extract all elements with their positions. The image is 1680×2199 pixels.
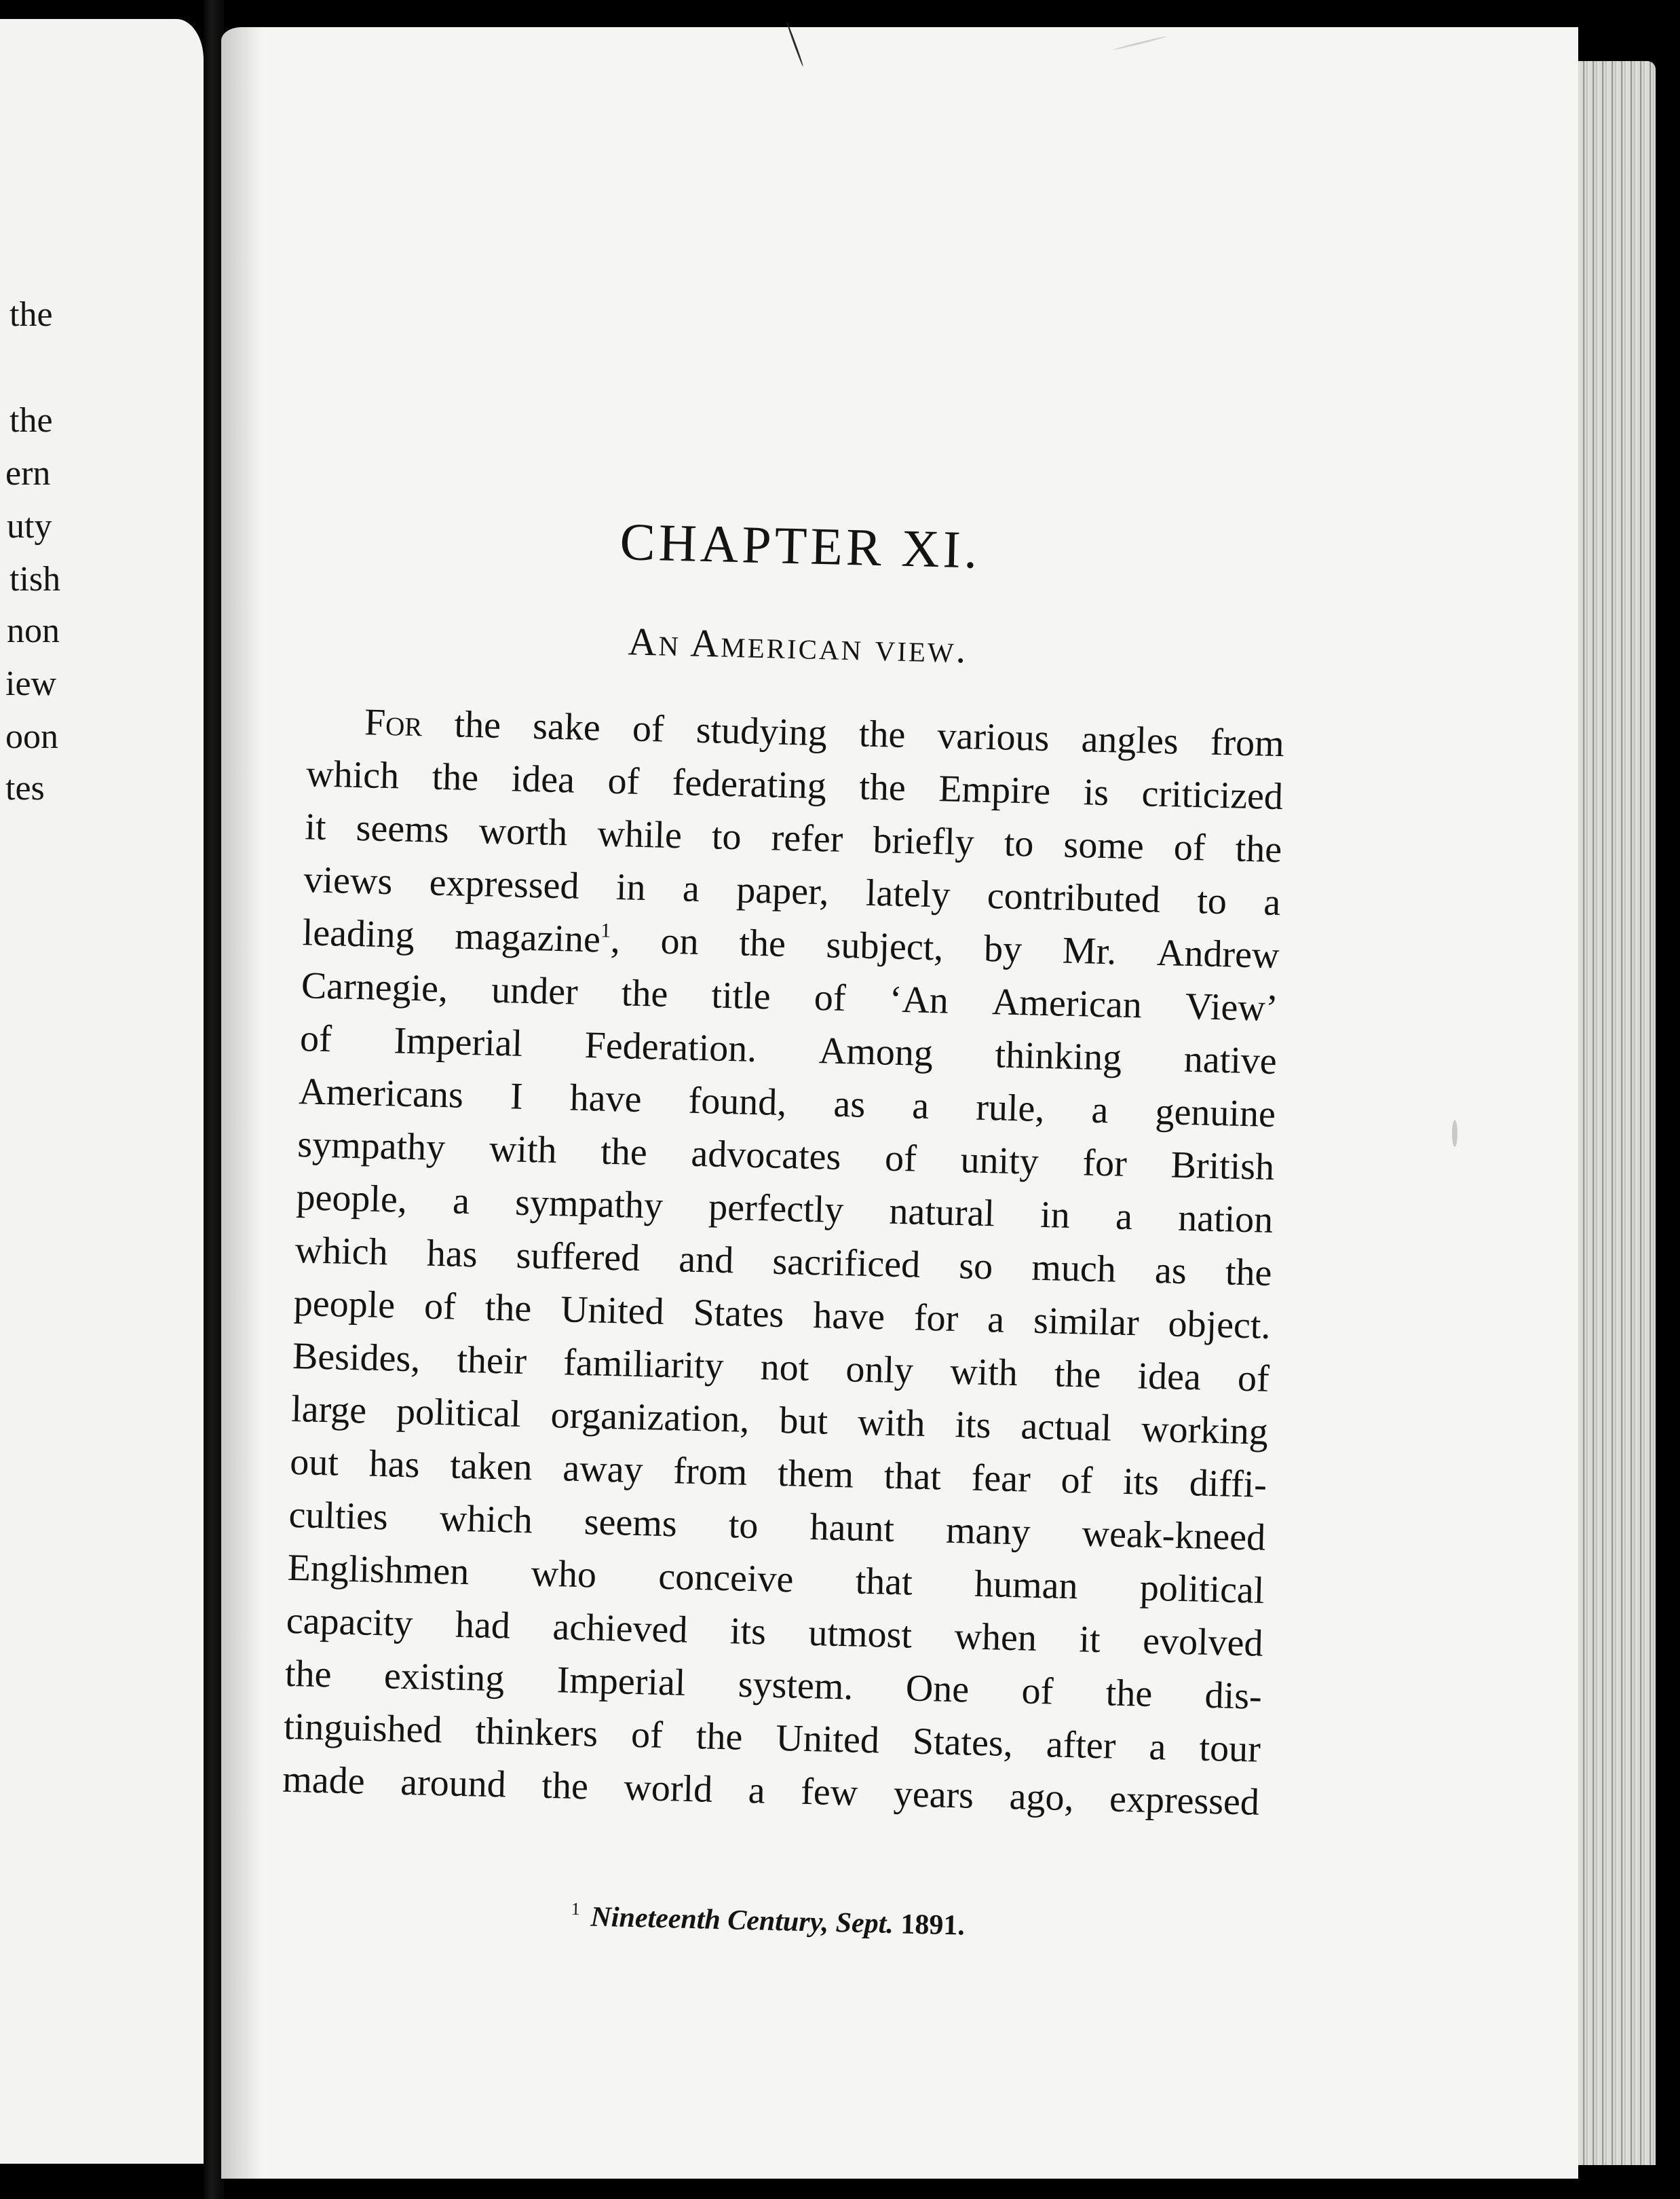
left-fragment: tish xyxy=(9,560,61,599)
word: expressed xyxy=(1109,1778,1260,1824)
word: of xyxy=(1237,1357,1270,1400)
word: which xyxy=(439,1497,533,1542)
word: the xyxy=(738,922,786,965)
word: a xyxy=(911,1085,930,1127)
word: of xyxy=(423,1285,457,1328)
word: the xyxy=(858,766,906,810)
word: paper, xyxy=(736,869,830,914)
word: ‘An xyxy=(889,978,949,1022)
word: to xyxy=(1004,822,1035,865)
word: years xyxy=(893,1773,974,1817)
word: as xyxy=(833,1083,866,1126)
word: I xyxy=(510,1075,524,1118)
word: American xyxy=(991,981,1143,1027)
word: Among xyxy=(818,1030,934,1075)
word: a xyxy=(1090,1089,1109,1132)
word: sympathy xyxy=(297,1123,446,1169)
word: Mr. xyxy=(1062,929,1117,973)
word: dis- xyxy=(1204,1674,1263,1718)
word: which xyxy=(305,753,400,797)
word: its xyxy=(729,1610,767,1653)
word: that xyxy=(883,1454,942,1499)
word: of xyxy=(1060,1459,1094,1502)
word: thinkers xyxy=(474,1710,598,1755)
word: the xyxy=(1054,1353,1102,1397)
word: of xyxy=(607,759,640,803)
chapter-subtitle: An American view. xyxy=(627,619,969,672)
footnote-marker: 1 xyxy=(571,1898,581,1919)
word: from xyxy=(672,1450,748,1494)
word: of xyxy=(1020,1670,1054,1713)
word: for xyxy=(913,1296,959,1340)
word: the xyxy=(1234,827,1282,871)
word: refer xyxy=(770,816,844,861)
word: have xyxy=(812,1294,885,1338)
left-fragment: tes xyxy=(5,769,45,808)
word: in xyxy=(615,866,647,909)
word: its xyxy=(1122,1460,1160,1504)
footnote-year: 1891. xyxy=(900,1909,966,1942)
word: subject, xyxy=(826,924,944,969)
word: with xyxy=(857,1401,926,1445)
word: has xyxy=(426,1232,478,1276)
word: human xyxy=(974,1562,1079,1608)
word: magazine xyxy=(454,915,601,961)
word: advocates xyxy=(690,1132,842,1178)
word: while xyxy=(596,812,683,857)
word: federating xyxy=(672,761,827,808)
footnote-reference: 1 xyxy=(600,919,611,942)
word: a xyxy=(452,1180,470,1223)
scan-mark xyxy=(1452,1120,1457,1147)
word: the xyxy=(432,755,479,800)
word: suffered xyxy=(516,1234,641,1279)
left-fragment: uty xyxy=(7,507,52,546)
word: title xyxy=(710,974,771,1018)
word: idea xyxy=(511,757,575,802)
word: who xyxy=(530,1552,597,1596)
word: leading xyxy=(302,911,415,957)
word: organization, xyxy=(550,1393,750,1441)
word: sympathy xyxy=(514,1181,664,1227)
word: for xyxy=(1082,1142,1128,1185)
word: with xyxy=(489,1127,558,1172)
word: world xyxy=(623,1766,713,1811)
word: similar xyxy=(1033,1299,1140,1345)
word: worth xyxy=(478,810,569,854)
word: only xyxy=(845,1348,914,1392)
word: the xyxy=(600,1130,648,1174)
word: that xyxy=(855,1560,913,1604)
word: it xyxy=(304,806,327,848)
word: angles xyxy=(1080,718,1179,763)
word: the xyxy=(284,1652,332,1696)
word: of xyxy=(1173,826,1206,869)
word: when xyxy=(953,1615,1037,1659)
word: its xyxy=(954,1404,992,1447)
word: studying xyxy=(695,709,828,755)
word: For xyxy=(364,701,423,745)
word: the xyxy=(1105,1672,1153,1715)
word: of xyxy=(814,976,847,1020)
word: in xyxy=(1039,1193,1071,1237)
word: United xyxy=(775,1716,880,1762)
word: the xyxy=(453,703,501,747)
word: briefly xyxy=(872,819,975,864)
word: genuine xyxy=(1154,1090,1276,1136)
word: of xyxy=(299,1017,332,1061)
chapter-title: CHAPTER XI. xyxy=(619,512,982,580)
word: to xyxy=(728,1504,759,1547)
word: around xyxy=(400,1761,507,1806)
word: political xyxy=(1139,1566,1265,1612)
word: object. xyxy=(1167,1302,1272,1347)
word: unity xyxy=(959,1139,1039,1183)
word: them xyxy=(777,1452,854,1497)
word: some xyxy=(1063,823,1145,868)
word: few xyxy=(800,1770,858,1814)
word: One xyxy=(905,1667,970,1711)
left-fragment: the xyxy=(9,401,53,440)
word: fear xyxy=(971,1456,1031,1501)
word: haunt xyxy=(809,1506,895,1550)
word: contributed xyxy=(987,874,1161,921)
word: British xyxy=(1170,1144,1275,1188)
word: United xyxy=(560,1288,665,1333)
word: utmost xyxy=(807,1612,913,1657)
word: rule, xyxy=(975,1086,1046,1130)
word: with xyxy=(949,1350,1018,1395)
word: Americans xyxy=(298,1070,464,1116)
left-page xyxy=(0,19,204,2164)
word: and xyxy=(678,1238,735,1282)
word: conceive xyxy=(657,1555,795,1601)
word: from xyxy=(1210,721,1285,766)
word: tinguished xyxy=(283,1705,443,1752)
word: perfectly xyxy=(708,1186,844,1232)
word: the xyxy=(858,713,906,756)
word: the xyxy=(1225,1251,1273,1294)
word: under xyxy=(491,969,579,1013)
word: of xyxy=(884,1137,917,1180)
word: have xyxy=(569,1076,643,1121)
word: capacity xyxy=(286,1599,414,1645)
word: various xyxy=(936,715,1050,759)
left-fragment: iew xyxy=(5,664,57,703)
word: ago, xyxy=(1008,1775,1075,1820)
word: thinking xyxy=(994,1034,1122,1079)
word: , xyxy=(610,918,621,962)
word: actual xyxy=(1020,1405,1112,1450)
word: a xyxy=(748,1769,766,1812)
word: not xyxy=(760,1346,810,1389)
word: much xyxy=(1031,1246,1117,1291)
word: Englishmen xyxy=(287,1546,470,1594)
word: after xyxy=(1046,1723,1117,1767)
left-fragment: the xyxy=(9,295,53,334)
word: expressed xyxy=(429,861,580,907)
word: familiarity xyxy=(562,1341,725,1387)
footnote-source: Nineteenth Century, Sept. xyxy=(590,1901,894,1940)
word: lately xyxy=(865,871,951,916)
word: has xyxy=(368,1442,421,1486)
word: Besides, xyxy=(292,1334,421,1380)
word: seems xyxy=(584,1501,678,1545)
left-fragment: oon xyxy=(5,717,58,756)
word: as xyxy=(1154,1249,1187,1292)
word: evolved xyxy=(1142,1619,1264,1665)
word: system. xyxy=(738,1663,854,1708)
word: View’ xyxy=(1185,985,1279,1030)
word: a xyxy=(1263,881,1282,924)
word: it xyxy=(1078,1618,1101,1661)
word: the xyxy=(695,1715,744,1759)
word: Federation. xyxy=(584,1024,757,1070)
word: their xyxy=(456,1338,527,1383)
word: Empire xyxy=(938,768,1051,813)
word: existing xyxy=(383,1655,505,1700)
word-with-footnote xyxy=(455,909,621,966)
word: Imperial xyxy=(556,1659,687,1704)
word: criticized xyxy=(1141,772,1284,819)
word: out xyxy=(289,1440,339,1484)
word: sake xyxy=(532,705,601,749)
chapter-text-block xyxy=(279,491,1290,1952)
word: by xyxy=(983,927,1023,971)
word: the xyxy=(541,1764,589,1808)
word: achieved xyxy=(552,1606,689,1651)
word: on xyxy=(660,920,700,963)
word: diffi- xyxy=(1189,1462,1267,1506)
word: people xyxy=(293,1282,396,1327)
word: culties xyxy=(288,1493,389,1539)
word: sacrificed xyxy=(771,1240,921,1286)
word: States, xyxy=(912,1720,1014,1765)
left-fragment: non xyxy=(7,612,60,650)
word: to xyxy=(1196,880,1227,923)
word: idea xyxy=(1137,1355,1202,1399)
word: a xyxy=(1115,1195,1133,1239)
word: States xyxy=(692,1291,785,1336)
word: the xyxy=(621,972,669,1015)
chapter-body-text xyxy=(282,694,1285,1828)
word: but xyxy=(778,1399,828,1443)
word: working xyxy=(1141,1408,1269,1453)
word: natural xyxy=(888,1190,995,1235)
word: weak-kneed xyxy=(1082,1512,1266,1559)
word: a xyxy=(682,867,700,910)
word: to xyxy=(711,815,742,859)
left-fragment: ern xyxy=(5,454,51,493)
word: many xyxy=(945,1509,1031,1554)
left-page-line-fragments xyxy=(5,19,204,2164)
word: a xyxy=(987,1298,1005,1341)
word: people, xyxy=(295,1176,408,1221)
word: nation xyxy=(1177,1197,1274,1241)
word: had xyxy=(455,1603,511,1647)
word: political xyxy=(396,1390,522,1435)
word: Andrew xyxy=(1156,931,1280,977)
word: Imperial xyxy=(393,1019,523,1065)
word: Carnegie, xyxy=(301,964,448,1011)
word: so xyxy=(958,1245,993,1288)
word: tour xyxy=(1198,1727,1261,1771)
word: native xyxy=(1183,1038,1278,1083)
word: of xyxy=(630,1713,664,1756)
word: large xyxy=(290,1387,367,1432)
word: seems xyxy=(356,806,450,852)
word: made xyxy=(282,1758,366,1803)
word: is xyxy=(1083,771,1109,814)
word: found, xyxy=(687,1079,788,1125)
word: views xyxy=(303,859,394,903)
word: taken xyxy=(449,1444,533,1489)
word: of xyxy=(632,707,665,751)
word: a xyxy=(1148,1725,1167,1769)
word: the xyxy=(484,1286,532,1330)
word: which xyxy=(294,1229,389,1274)
word: away xyxy=(562,1447,644,1492)
